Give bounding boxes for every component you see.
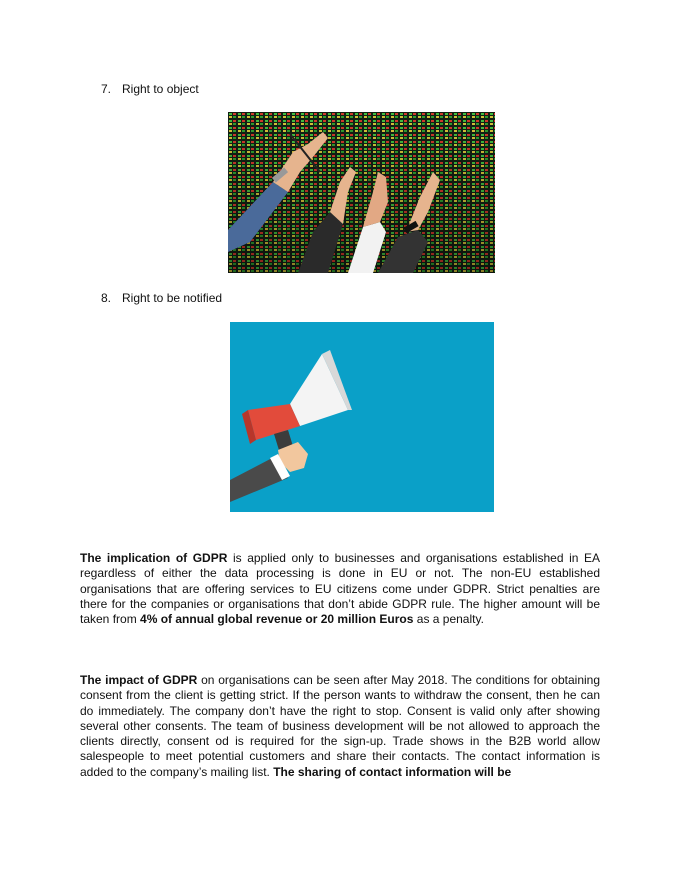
paragraph-text: on organisations can be seen after May 2018. The conditions for obtaining consent from the client is getting strict. If the person wants to withdraw the consent, then he can do immediately. The company don’t have the right to stop. Consent is valid only after showing several other consents. The team of business development will be not allowed to approach the clients directly, consent od is required for the sign-up. Trade shows in the B2B world allow salespeople to meet potential customers and share their contacts. The contact information is added to the company’s mailing list.: [80, 673, 601, 779]
bold-lead: The impact of GDPR: [80, 673, 198, 687]
list-number: 8.: [101, 291, 112, 305]
paragraph-text: as a penalty.: [413, 612, 484, 627]
list-label: Right to be notified: [122, 291, 223, 305]
list-number: 7.: [101, 82, 112, 96]
paragraph-impact-of-gdpr: [80, 673, 600, 780]
bold-lead: The implication of GDPR: [80, 551, 228, 565]
list-item-right-to-object: [101, 82, 199, 96]
bold-penalty: 4% of annual global revenue or 20 million Euros: [140, 612, 414, 627]
list-label: Right to object: [122, 82, 199, 96]
paragraph-text: is applied only to businesses and organisations established in EA regardless of either the data processing is done in EU or not. The non-EU established organisations that are offering services to EU citizens come under GDPR. Strict penalties are there for the companies or organisations that don’t abide GDPR rule. The higher amount will be taken from: [80, 551, 600, 627]
paragraph-implication-of-gdpr: [80, 551, 600, 627]
trading-board-image: [228, 112, 495, 273]
megaphone-icon: [230, 322, 494, 512]
bold-trailing: The sharing of contact information will be: [273, 764, 512, 779]
stock-exchange-hands-photo: [228, 112, 495, 273]
list-item-right-to-be-notified: [101, 291, 222, 305]
megaphone-illustration: [230, 322, 494, 512]
